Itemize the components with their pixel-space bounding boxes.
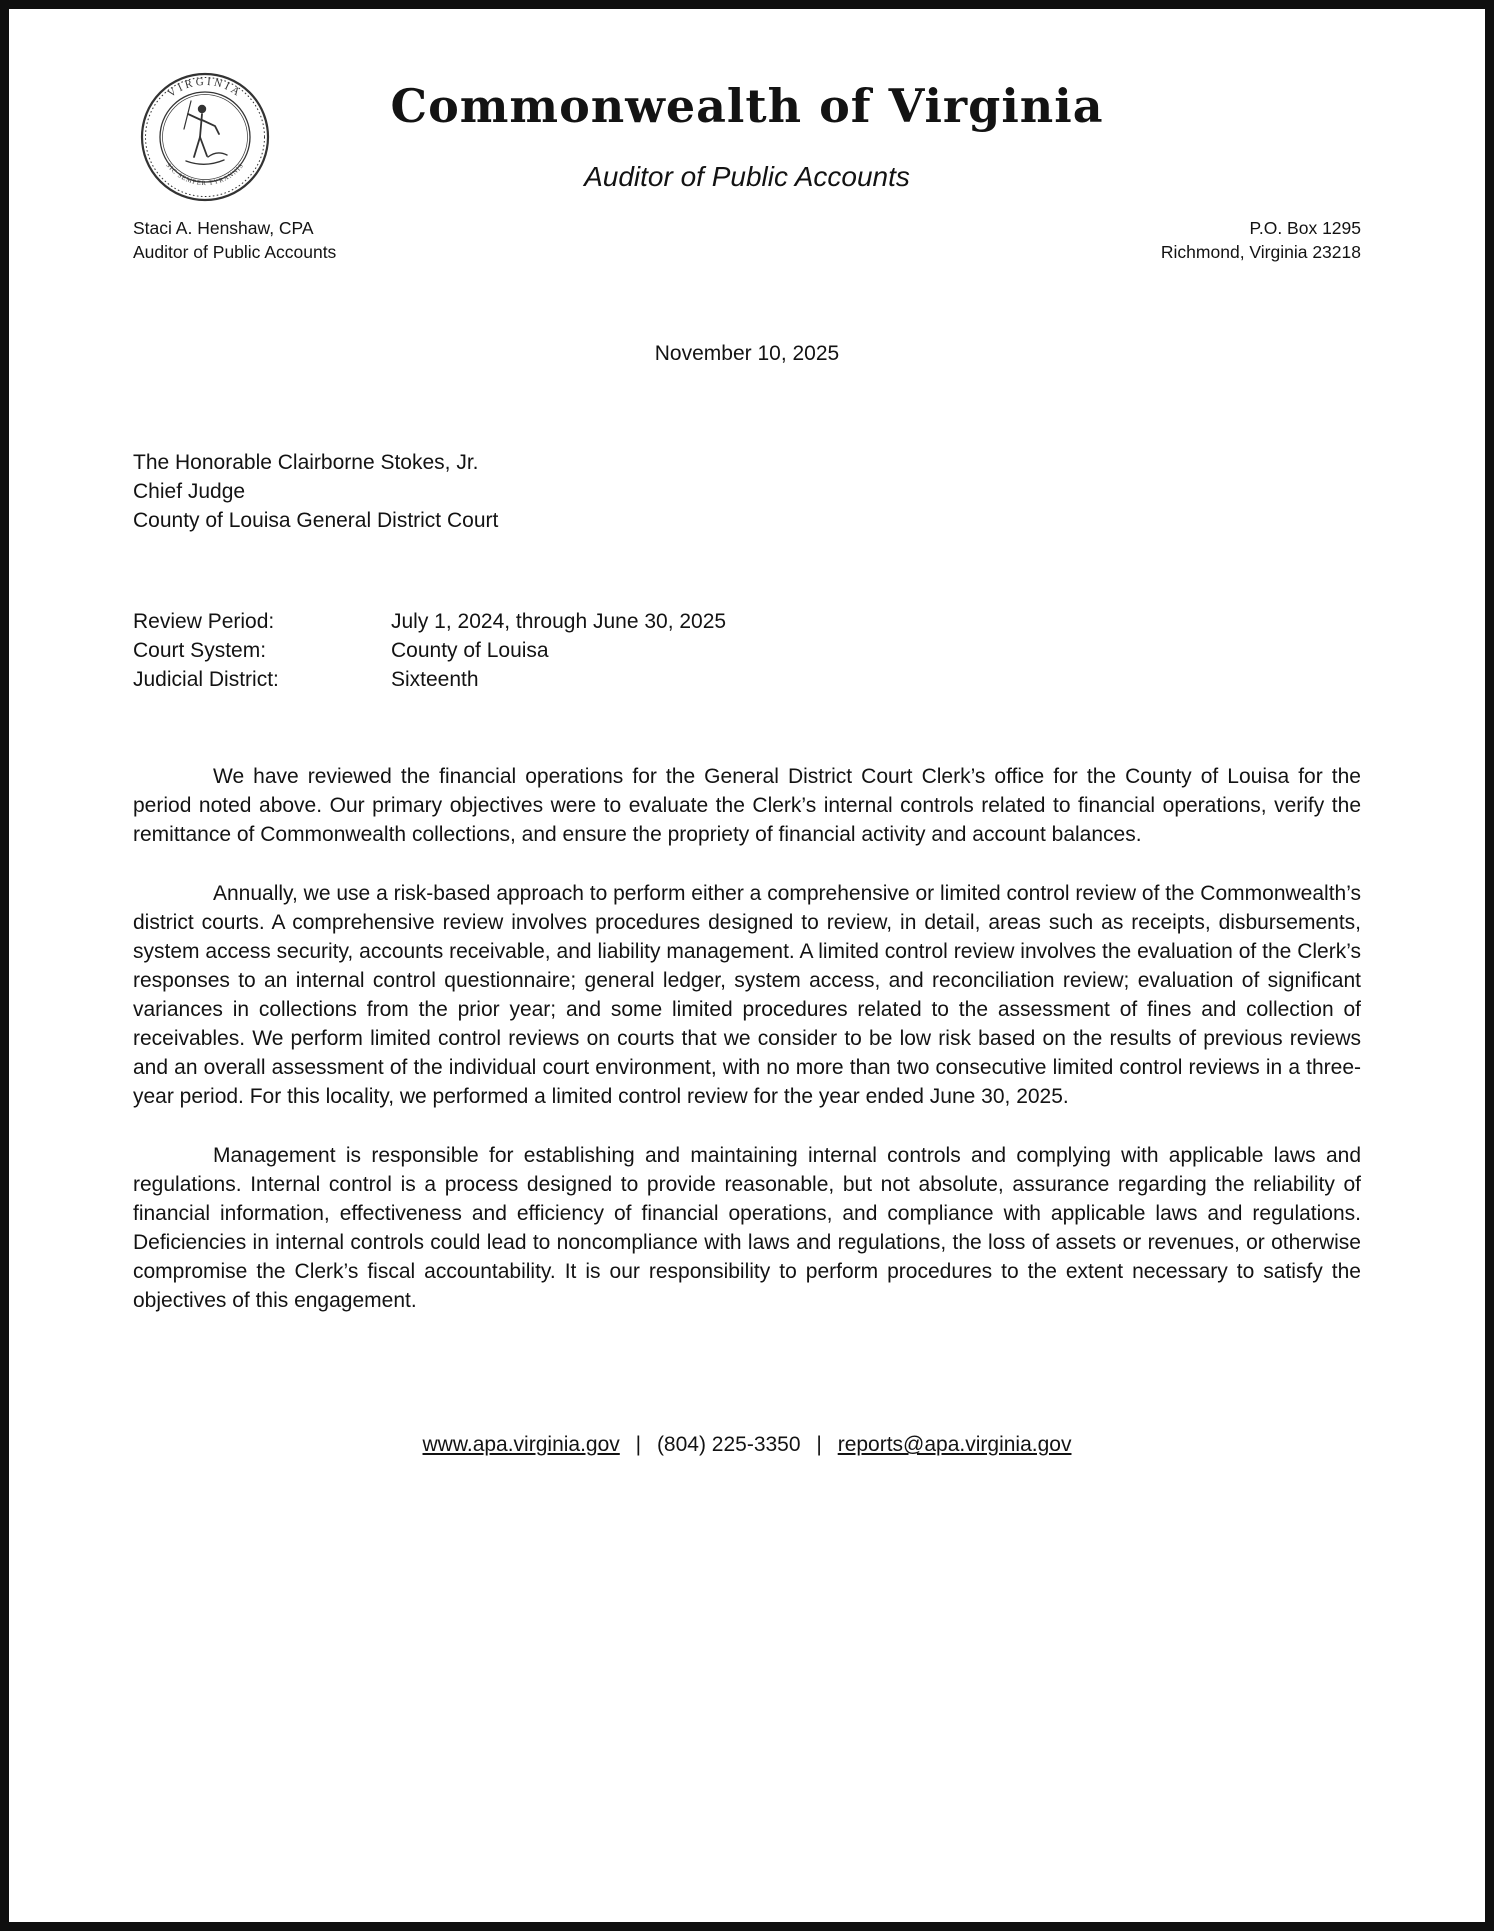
- review-period-value: July 1, 2024, through June 30, 2025: [391, 610, 727, 634]
- phone-number: (804) 225-3350: [656, 1433, 801, 1457]
- review-period-row: [133, 607, 1361, 636]
- page-content: [9, 9, 1485, 1457]
- paragraph-review-summary: We have reviewed the financial operations for the General District Court Clerk’s office for the County of Louisa for the period noted above. Our primary objectives were to evaluate the Clerk’s internal controls related to financial operations, verify the remittance of Commonwealth collections, and ensure the propriety of financial activity and account balances.: [133, 765, 1361, 847]
- recipient-title: Chief Judge: [133, 480, 246, 504]
- office-address-block: [1161, 217, 1361, 264]
- judicial-district-label: Judicial District:: [133, 668, 279, 692]
- footer-separator: |: [635, 1433, 642, 1457]
- judicial-district-row: [133, 665, 1361, 694]
- court-system-label: Court System:: [133, 639, 267, 663]
- recipient-name: The Honorable Clairborne Stokes, Jr.: [133, 451, 479, 475]
- org-subtitle: Auditor of Public Accounts: [584, 161, 910, 192]
- auditor-title: Auditor of Public Accounts: [133, 241, 337, 262]
- letterhead: [133, 65, 1361, 264]
- email-link[interactable]: reports@apa.virginia.gov: [837, 1433, 1072, 1457]
- court-system-row: [133, 636, 1361, 665]
- letterhead-contacts: [133, 217, 1361, 264]
- footer-separator: |: [816, 1433, 822, 1457]
- auditor-name: Staci A. Henshaw, CPA: [133, 218, 314, 238]
- po-box: P.O. Box 1295: [1249, 218, 1361, 238]
- review-details: [133, 607, 1361, 694]
- letter-footer: [133, 1433, 1361, 1457]
- seal-virtus-figure: [184, 101, 227, 164]
- auditor-contact-block: [133, 217, 336, 264]
- website-link[interactable]: www.apa.virginia.gov: [422, 1433, 620, 1457]
- letter-date: November 10, 2025: [654, 342, 840, 366]
- city-state-zip: Richmond, Virginia 23218: [1160, 241, 1361, 262]
- seal-top-text: VIRGINIA: [165, 75, 245, 100]
- review-period-label: Review Period:: [133, 610, 275, 634]
- judicial-district-value: Sixteenth: [391, 668, 479, 692]
- svg-text:SIC SEMPER TYRANNIS: [164, 162, 245, 187]
- court-system-value: County of Louisa: [391, 639, 549, 663]
- letter-body: [133, 762, 1361, 1315]
- virginia-state-seal-icon: [139, 71, 271, 203]
- paragraph-management-responsibility: Management is responsible for establishing and maintaining internal controls and complying with applicable laws and regulations. Internal control is a process designed to provide reasonable, but not absolute, assurance regarding the reliability of financial information, effectiveness and efficiency of financial operations, and compliance with applicable laws and regulations. Deficiencies in internal controls could lead to noncompliance with laws and regulations, the loss of assets or revenues, or otherwise compromise the Clerk’s fiscal accountability. It is our responsibility to perform procedures to the extent necessary to satisfy the objectives of this engagement.: [133, 1144, 1361, 1313]
- recipient-organization: County of Louisa General District Court: [133, 509, 499, 533]
- seal-bottom-text: SIC SEMPER TYRANNIS: [164, 162, 246, 188]
- org-title: Commonwealth of Virginia: [390, 79, 1104, 133]
- paragraph-review-approach: Annually, we use a risk-based approach to perform either a comprehensive or limited control review of the Commonwealth’s district courts. A comprehensive review involves procedures designed to review, in detail, areas such as receipts, disbursements, system access security, accounts receivable, and liability management. A limited control review involves the evaluation of the Clerk’s responses to an internal control questionnaire; general ledger, system access, and reconciliation review; evaluation of significant variances in collections from the prior year; and some limited procedures related to the assessment of fines and collection of receivables. We perform limited control reviews on courts that we consider to be low risk based on the results of previous reviews and an overall assessment of the individual court environment, with no more than two consecutive limited control reviews in a three-year period. For this locality, we performed a limited control review for the year ended June 30, 2025.: [133, 882, 1361, 1109]
- recipient-block: [133, 448, 1361, 535]
